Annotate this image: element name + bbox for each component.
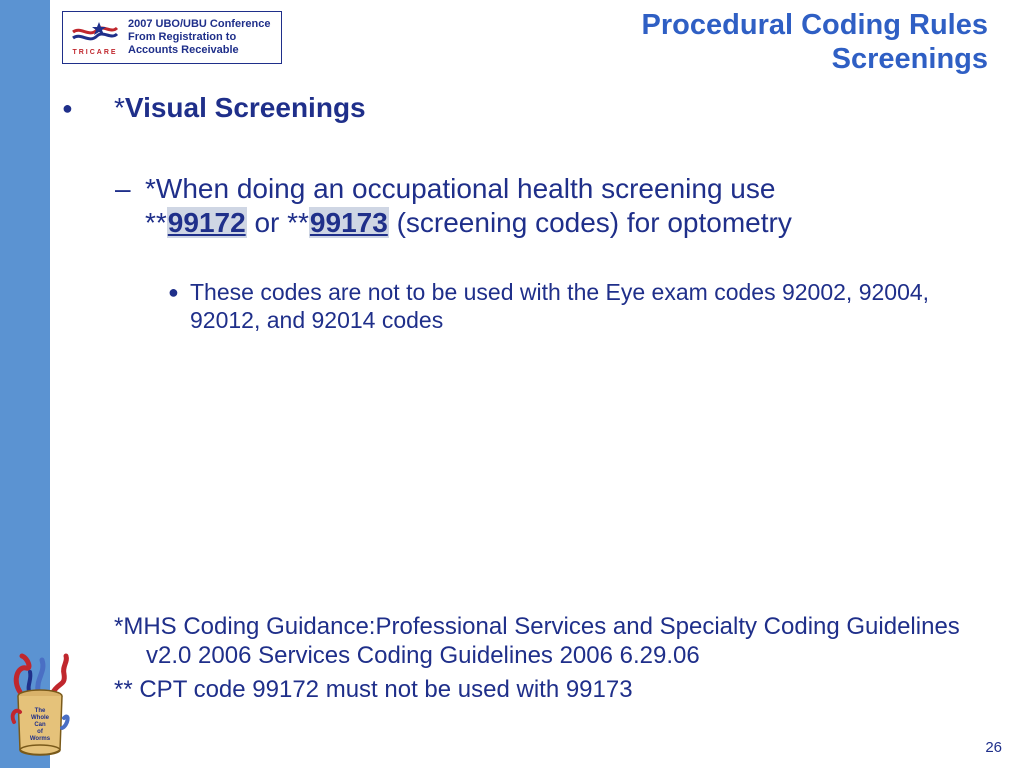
footnote-2: ** CPT code 99172 must not be used with 99173	[114, 676, 633, 703]
mascot-line-5: Worms	[29, 736, 51, 742]
footnote-1: *MHS Coding Guidance:Professional Services and Specialty Coding Guidelines v2.0 2006 Services Coding Guidelines 2006 6.29.06	[114, 613, 960, 669]
bullet-dot-icon: ●	[62, 98, 73, 118]
sub-sub-bullet-text: These codes are not to be used with the Eye exam codes 92002, 92004, 92012, and 92014 codes	[190, 279, 930, 333]
can-of-worms-mascot-icon	[8, 652, 72, 762]
code-suffix: (screening codes) for optometry	[388, 207, 792, 238]
code-connector: or **	[246, 207, 309, 238]
tricare-logo-icon	[69, 18, 121, 58]
bullet-text	[114, 92, 366, 124]
sub-bullet-text	[145, 172, 965, 240]
dash-icon: –	[115, 173, 131, 204]
mascot-line-4: of	[37, 729, 43, 735]
sub-bullet-line-2	[145, 206, 965, 240]
title-line-1: Procedural Coding Rules	[641, 9, 988, 41]
logo-line-2: From Registration to	[128, 31, 237, 43]
page-number: 26	[985, 739, 1002, 756]
code-prefix: **	[145, 207, 167, 238]
logo-wordmark: TRICARE	[72, 49, 118, 56]
logo-line-1: 2007 UBO/UBU Conference	[128, 18, 271, 30]
bullet-label: Visual Screenings	[124, 92, 366, 123]
mascot-line-3: Can	[34, 722, 46, 728]
bullet-prefix: *	[114, 92, 125, 123]
bullet-dot-icon: ●	[168, 282, 179, 302]
conference-logo	[62, 11, 282, 64]
logo-line-3: Accounts Receivable	[128, 44, 239, 56]
sub-bullet-line-1: *When doing an occupational health screening use	[145, 173, 776, 204]
logo-caption	[128, 18, 270, 57]
code-link-99172[interactable]: 99172	[167, 207, 246, 238]
footnotes	[114, 612, 994, 704]
mascot-line-2: Whole	[31, 715, 49, 721]
slide-title	[642, 8, 988, 76]
code-link-99173[interactable]: 99173	[309, 207, 388, 238]
title-line-2: Screenings	[831, 43, 988, 75]
mascot-line-1: The	[34, 708, 46, 714]
